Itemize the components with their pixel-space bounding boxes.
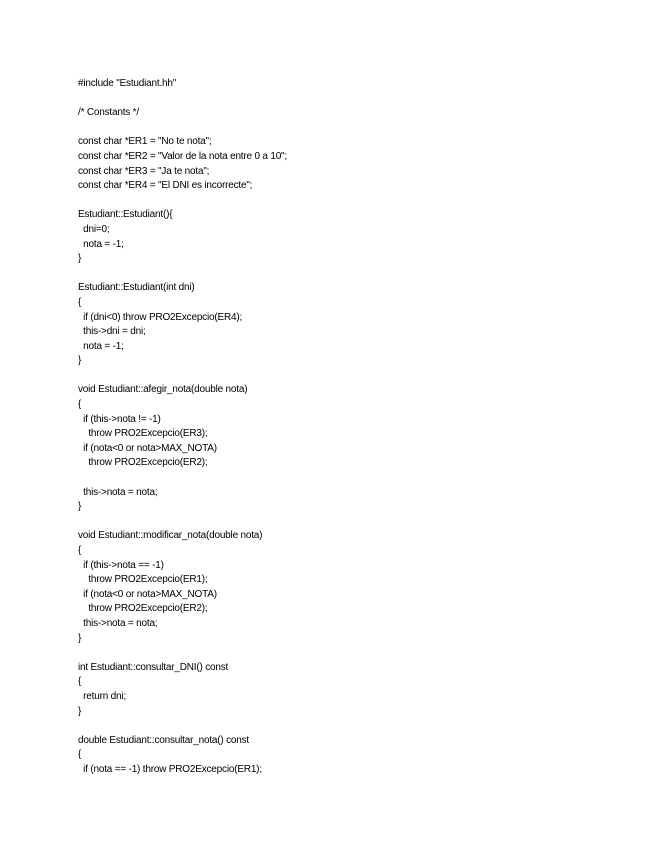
code-line: {: [78, 545, 82, 556]
code-line: throw PRO2Excepcio(ER3);: [78, 428, 208, 440]
code-line: dni=0;: [78, 223, 110, 235]
code-line: {: [78, 676, 82, 688]
code-line: if (this->nota != -1): [78, 413, 161, 425]
code-line: }: [78, 705, 82, 717]
code-line: const char *ER4 = "El DNI es incorrecte";: [78, 180, 253, 192]
code-line: [78, 92, 638, 107]
code-line: this->dni = dni;: [78, 326, 146, 338]
code-line: if (dni<0) throw PRO2Excepcio(ER4);: [78, 311, 243, 323]
code-line: /* Constants */: [78, 107, 139, 119]
code-line: double Estudiant::consultar_nota() const: [78, 734, 249, 746]
code-line: }: [78, 501, 82, 513]
code-line: nota = -1;: [78, 238, 124, 250]
code-line: this->nota = nota;: [78, 486, 158, 498]
code-line: Estudiant::Estudiant(int dni): [78, 282, 195, 294]
code-line: [78, 646, 638, 661]
code-line: [78, 121, 638, 136]
code-line: if (nota<0 or nota>MAX_NOTA): [78, 442, 217, 454]
code-line: const char *ER1 = "No te nota";: [78, 136, 212, 148]
code-line: const char *ER3 = "Ja te nota";: [78, 165, 210, 177]
code-line: int Estudiant::consultar_DNI() const: [78, 661, 229, 673]
code-line: if (nota == -1) throw PRO2Excepcio(ER1);: [78, 763, 262, 775]
code-line: void Estudiant::modificar_nota(double nota): [78, 530, 263, 542]
code-line: {: [78, 296, 82, 308]
code-line: [78, 369, 638, 384]
code-line: {: [78, 749, 82, 761]
code-line: throw PRO2Excepcio(ER2);: [78, 457, 208, 469]
code-line: [78, 471, 638, 486]
code-line: [78, 719, 638, 734]
code-line: void Estudiant::afegir_nota(double nota): [78, 384, 248, 396]
code-line: Estudiant::Estudiant(){: [78, 209, 173, 221]
code-line: {: [78, 399, 82, 411]
code-line: [78, 267, 638, 282]
code-line: if (this->nota == -1): [78, 559, 164, 571]
code-line: throw PRO2Excepcio(ER1);: [78, 574, 208, 586]
code-line: return dni;: [78, 690, 126, 702]
code-line: [78, 194, 638, 209]
code-line: const char *ER2 = "Valor de la nota entre 0 a 10";: [78, 150, 287, 162]
code-line: [78, 515, 638, 530]
code-line: }: [78, 253, 82, 265]
code-line: #include "Estudiant.hh": [78, 78, 177, 89]
code-line: throw PRO2Excepcio(ER2);: [78, 603, 208, 615]
code-line: }: [78, 355, 82, 367]
code-line: nota = -1;: [78, 340, 124, 352]
code-line: this->nota = nota;: [78, 617, 158, 629]
code-line: }: [78, 632, 82, 644]
code-line: if (nota<0 or nota>MAX_NOTA): [78, 588, 217, 600]
code-document: [78, 77, 638, 778]
